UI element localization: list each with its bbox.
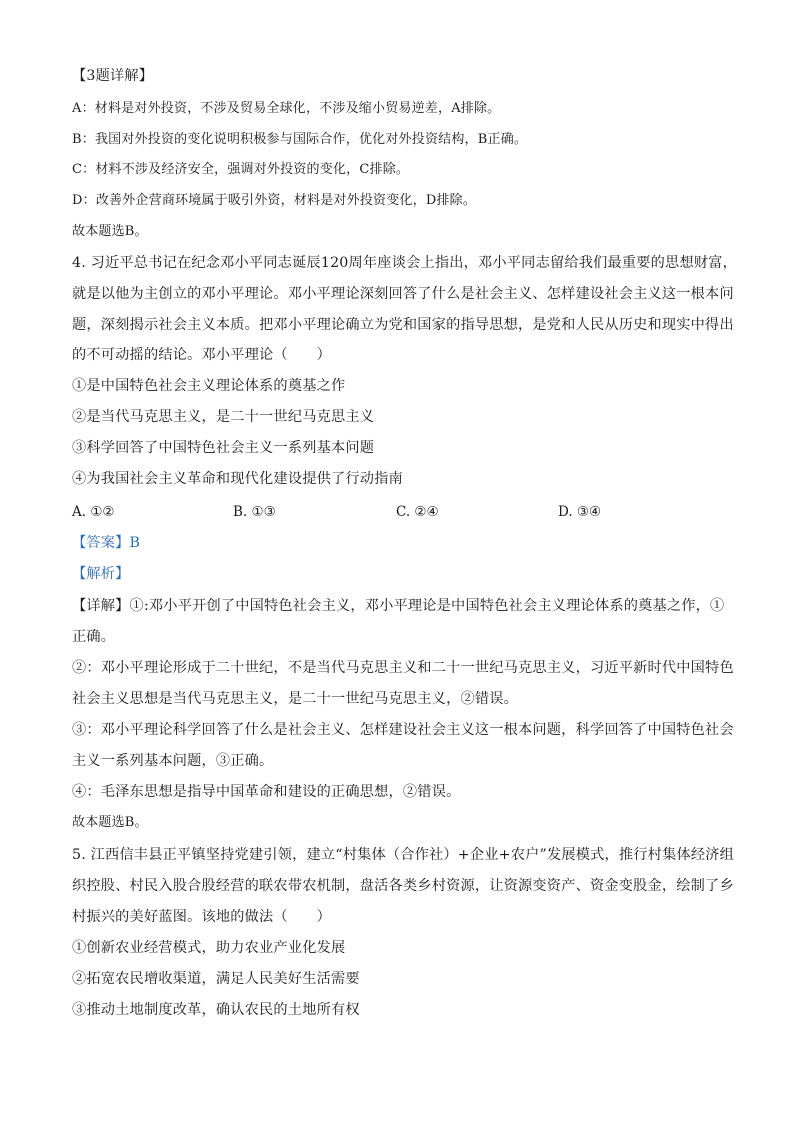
q4-detail-line: 【详解】①:邓小平开创了中国特色社会主义，邓小平理论是中国特色社会主义理论体系的奠基之作，① (72, 598, 725, 614)
q4-analysis-heading: 【解析】 (72, 566, 130, 582)
q4-stem-line: 的不可动摇的结论。邓小平理论（ ） (72, 347, 331, 363)
q4-stem-line: 题，深刻揭示社会主义本质。把邓小平理论确立为党和国家的指导思想，是党和人民从历史和现实中得出 (72, 317, 734, 333)
q5-stem-line: 5. 江西信丰县正平镇坚持党建引领，建立“村集体（合作社）+企业+农户”发展模式，推行村集体经济组 (72, 847, 735, 863)
q4-detail-line: 社会主义思想是当代马克思主义，是二十一世纪马克思主义，②错误。 (72, 691, 519, 707)
q3-analysis-b: B：我国对外投资的变化说明积极参与国际合作，优化对外投资结构，B正确。 (72, 132, 528, 147)
q4-detail-line: ③：邓小平理论科学回答了什么是社会主义、怎样建设社会主义这一根本问题，科学回答了中国特色社会 (72, 722, 734, 738)
q4-statement: ③科学回答了中国特色社会主义一系列基本问题 (72, 440, 375, 456)
q5-statement: ①创新农业经营模式，助力农业产业化发展 (72, 940, 346, 956)
q4-stem-line: 4. 习近平总书记在纪念邓小平同志诞辰120周年座谈会上指出，邓小平同志留给我们最重要的思想财富， (72, 255, 737, 271)
q4-stem-line: 就是以他为主创立的邓小平理论。邓小平理论深刻回答了什么是社会主义、怎样建设社会主义这一根本问 (72, 286, 734, 302)
q3-conclusion: 故本题选B。 (72, 224, 148, 239)
q4-conclusion: 故本题选B。 (72, 815, 148, 830)
q3-detail-heading: 【3题详解】 (72, 68, 154, 84)
q4-answer: 【答案】B (72, 535, 141, 551)
q5-statement: ③推动土地制度改革，确认农民的土地所有权 (72, 1002, 360, 1018)
q4-detail-line: 正确。 (72, 629, 116, 645)
q4-statement: ②是当代马克思主义，是二十一世纪马克思主义 (72, 409, 375, 425)
q4-option-c: C. ②④ (396, 504, 439, 520)
q4-statement: ①是中国特色社会主义理论体系的奠基之作 (72, 378, 346, 394)
q5-stem-line: 村振兴的美好蓝图。该地的做法（ ） (72, 909, 331, 925)
q4-statement: ④为我国社会主义革命和现代化建设提供了行动指南 (72, 471, 403, 487)
q4-option-d: D. ③④ (558, 504, 602, 520)
q5-statement: ②拓宽农民增收渠道，满足人民美好生活需要 (72, 971, 360, 987)
q4-option-b: B. ①③ (233, 504, 276, 520)
q3-analysis-a: A：材料是对外投资，不涉及贸易全球化，不涉及缩小贸易逆差，A排除。 (72, 101, 501, 116)
q3-analysis-c: C：材料不涉及经济安全，强调对外投资的变化，C排除。 (72, 162, 410, 177)
q4-option-a: A. ①② (72, 504, 115, 520)
q4-detail-line: ②：邓小平理论形成于二十世纪，不是当代马克思主义和二十一世纪马克思主义，习近平新时代中国特色 (72, 660, 734, 676)
q5-stem-line: 织控股、村民入股合股经营的联农带农机制，盘活各类乡村资源，让资源变资产、资金变股金，绘制了乡 (72, 878, 734, 894)
q4-detail-line: ④：毛泽东思想是指导中国革命和建设的正确思想，②错误。 (72, 784, 461, 800)
q3-analysis-d: D：改善外企营商环境属于吸引外资，材料是对外投资变化，D排除。 (72, 193, 477, 208)
q4-detail-line: 主义一系列基本问题，③正确。 (72, 753, 274, 769)
